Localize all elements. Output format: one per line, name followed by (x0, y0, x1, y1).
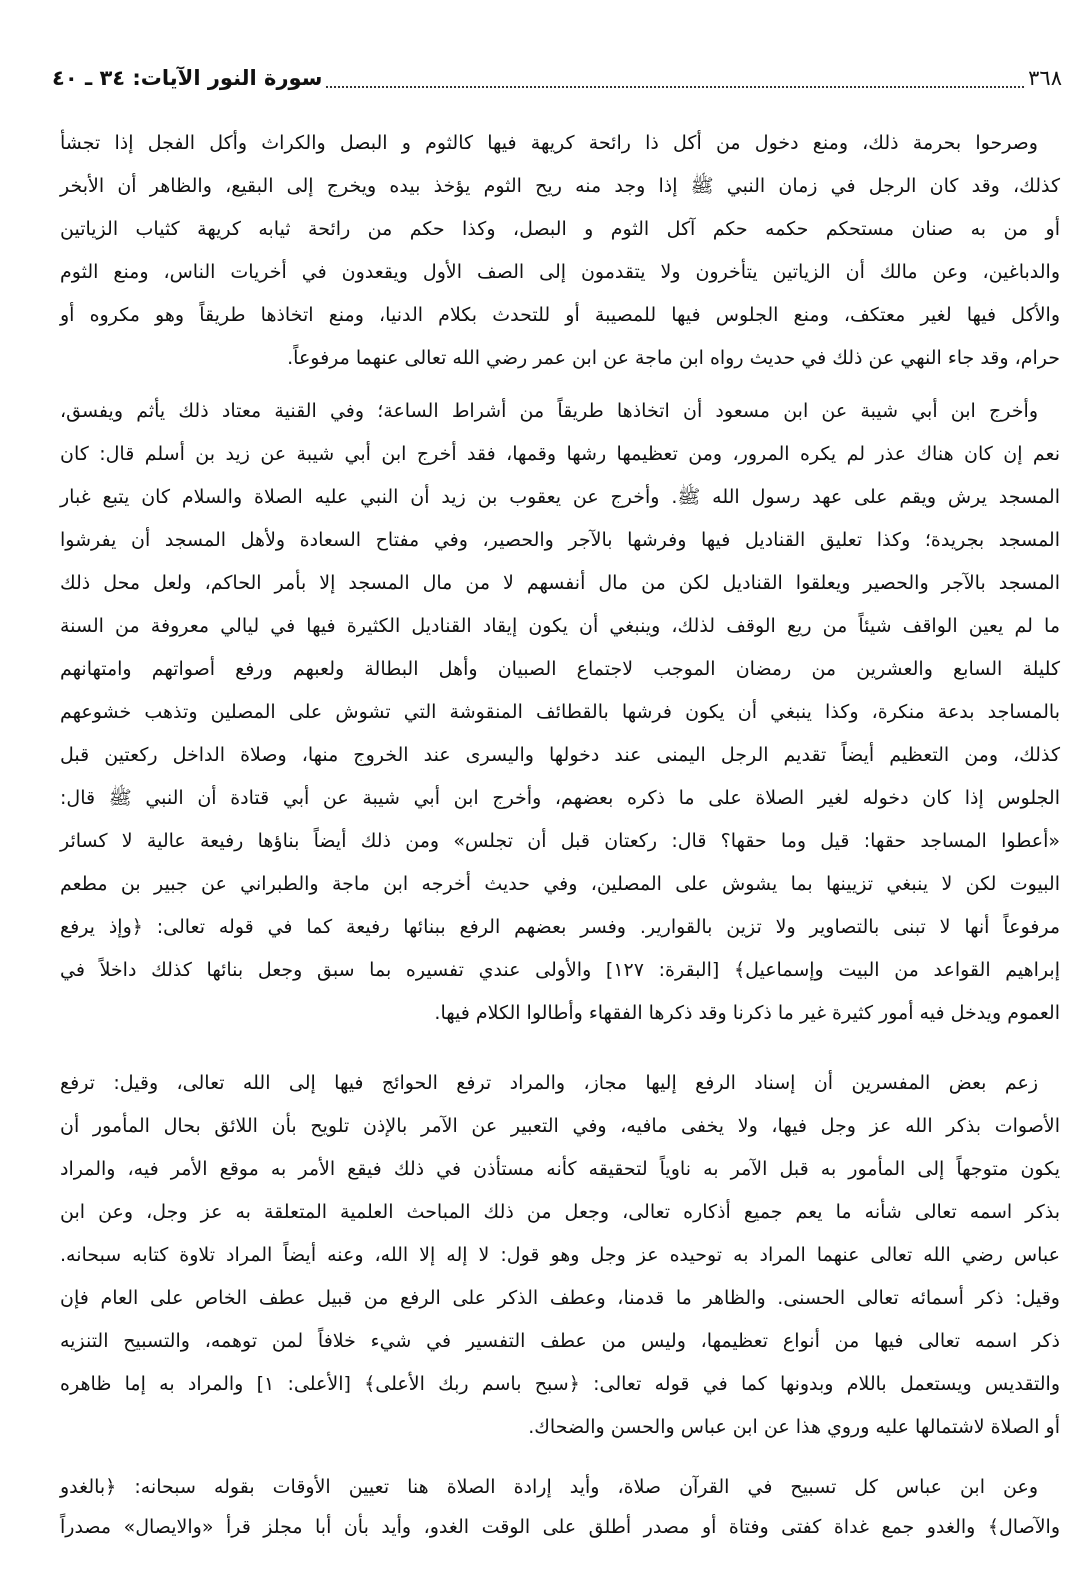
text-line: ذكر اسمه تعالى فيها من أنواع تعظيمها، وليس من عطف التفسير في شيء خلافاً لمن توهمه، والتسبيح التنزيه (60, 1330, 1060, 1352)
text-line: وقيل: ذكر أسمائه تعالى الحسنى. والظاهر ما قدمنا، وعطف الذكر على الرفع من قبيل عطف الخاص على العام فإن (60, 1287, 1060, 1309)
text-line: العموم ويدخل فيه أمور كثيرة غير ما ذكرنا وقد ذكرها الفقهاء وأطالوا الكلام فيها. (434, 1002, 1060, 1024)
text-line: وعن ابن عباس كل تسبيح في القرآن صلاة، وأيد إرادة الصلاة هنا تعيين الأوقات بقوله سبحانه: ﴿بالغدو (60, 1476, 1038, 1498)
text-line: والتقديس ويستعمل باللام وبدونها كما في قوله تعالى: ﴿سبح باسم ربك الأعلى﴾ [الأعلى: ١] والمراد به إما ظاهره (60, 1373, 1060, 1395)
text-line: كليلة السابع والعشرين من رمضان الموجب لاجتماع الصبيان وأهل البطالة ولعبهم ورفع أصواتهم وامتهانهم (60, 658, 1060, 680)
text-line: المسجد بجريدة؛ وكذا تعليق القناديل فيها وفرشها بالآجر والحصير، وفي مفتاح السعادة ولأهل المسجد أن يفرشوا (60, 529, 1060, 551)
text-line: بذكر اسمه تعالى شأنه ما يعم جميع أذكاره تعالى، وجعل من ذلك المباحث العلمية المتعلقة به عز وجل، وعن ابن (60, 1201, 1060, 1223)
text-line: وصرحوا بحرمة ذلك، ومنع دخول من أكل ذا رائحة كريهة فيها كالثوم و البصل والكراث وأكل الفجل إذا تجشأ (60, 132, 1038, 154)
text-line: المسجد بالآجر والحصير ويعلقوا القناديل لكن من مال أنفسهم لا من مال المسجد إلا بأمر الحاكم، ولعل محل ذلك (60, 572, 1060, 594)
paragraph (60, 1467, 1060, 1547)
running-title: سورة النور الآيات: ٣٤ ـ ٤٠ (52, 66, 323, 90)
dot-leader (326, 68, 1024, 88)
text-line: أو الصلاة لاشتمالها عليه وروي هذا عن ابن عباس والحسن والضحاك. (528, 1416, 1060, 1438)
text-line: ما لم يعين الواقف شيئاً من ريع الوقف لذلك، وينبغي أن يكون إيقاد القناديل الكثيرة فيها في ليالي معروفة من السنة (60, 615, 1060, 637)
text-line: كذلك، وقد كان الرجل في زمان النبي ﷺ إذا وجد منه ريح الثوم يؤخذ بيده ويخرج إلى البقيع، والظاهر أن الأبخر (60, 175, 1060, 197)
text-line: وأخرج ابن أبي شيبة عن ابن مسعود أن اتخاذها طريقاً من أشراط الساعة؛ وفي القنية معتاد ذلك يأثم ويفسق، (60, 400, 1038, 422)
text-line: مرفوعاً أنها لا تبنى بالتصاوير ولا تزين بالقوارير. وفسر بعضهم الرفع ببنائها رفيعة كما في قوله تعالى: ﴿وإذ يرفع (60, 916, 1060, 938)
text-line: والدباغين، وعن مالك أن الزياتين يتأخرون ولا يتقدمون إلى الصف الأول ويقعدون في أخريات الناس، ومنع الثوم (60, 261, 1060, 283)
paragraph (60, 390, 1060, 1035)
running-header (52, 62, 1062, 94)
page-number: ٣٦٨ (1028, 66, 1062, 90)
text-line: «أعطوا المساجد حقها: قيل وما حقها؟ قال: ركعتان قبل أن تجلس» ومن ذلك أيضاً بناؤها رفيعة عالية لا كسائر (60, 830, 1060, 852)
text-line: حرام، وقد جاء النهي عن ذلك في حديث رواه ابن ماجة عن ابن عمر رضي الله تعالى عنهما مرفوعاً. (287, 347, 1060, 369)
text-line: بالمساجد بدعة منكرة، وكذا ينبغي أن يكون فرشها بالقطائف المنقوشة التي تشوش على المصلين وتذهب خشوعهم (60, 701, 1060, 723)
text-line: البيوت لكن لا ينبغي تزيينها بما يشوش على المصلين، وفي حديث أخرجه ابن ماجة والطبراني عن جبير بن مطعم (60, 873, 1060, 895)
text-line: أو من به صنان مستحكم حكمه حكم آكل الثوم و البصل، وكذا حكم من رائحة ثيابه كريهة كثياب الزياتين (60, 218, 1060, 240)
text-line: المسجد يرش ويقم على عهد رسول الله ﷺ. وأخرج عن يعقوب بن زيد أن النبي عليه الصلاة والسلام كان يتبع غبار (60, 486, 1060, 508)
paragraph (60, 122, 1060, 380)
text-line: زعم بعض المفسرين أن إسناد الرفع إليها مجاز، والمراد ترفع الحوائج فيها إلى الله تعالى، وقيل: ترفع (60, 1072, 1038, 1094)
text-line: يكون متوجهاً إلى المأمور به قبل الآمر به ناوياً لتحقيقه كأنه مستأذن في ذلك فيقع الأمر به موقع الأمر فيه، والمراد (60, 1158, 1060, 1180)
text-line: نعم إن كان هناك عذر لم يكره المرور، ومن تعظيمها رشها وقمها، فقد أخرج ابن أبي شيبة عن زيد بن أسلم قال: كان (60, 443, 1060, 465)
text-line: الأصوات بذكر الله عز وجل فيها، ولا يخفى مافيه، وفي التعبير عن الآمر بالإذن تلويح بأن اللائق بحال المأمور أن (60, 1115, 1060, 1137)
text-line: إبراهيم القواعد من البيت وإسماعيل﴾ [البقرة: ١٢٧] والأولى عندي تفسيره بما سبق وجعل بنائها كذلك داخلاً في (60, 959, 1060, 981)
text-line: كذلك، ومن التعظيم أيضاً تقديم الرجل اليمنى عند دخولها واليسرى عند الخروج منها، وصلاة الداخل ركعتين قبل (60, 744, 1060, 766)
text-line: والأكل فيها لغير معتكف، ومنع الجلوس فيها للمصيبة أو للتحدث بكلام الدنيا، ومنع اتخاذها طريقاً وهو مكروه أو (60, 304, 1060, 326)
text-line: الجلوس إذا كان دخوله لغير الصلاة على ما ذكره بعضهم، وأخرج ابن أبي شيبة عن أبي قتادة أن النبي ﷺ قال: (60, 787, 1060, 809)
paragraph (60, 1062, 1060, 1449)
text-line: عباس رضي الله تعالى عنهما المراد به توحيده عز وجل وهو قول: لا إله إلا الله، وعنه أيضاً المراد تلاوة كتابه سبحانه. (60, 1244, 1060, 1266)
text-line: والآصال﴾ والغدو جمع غداة كفتى وفتاة أو مصدر أطلق على الوقت الغدو، وأيد بأن أبا مجلز قرأ «والايصال» مصدراً (60, 1516, 1060, 1538)
